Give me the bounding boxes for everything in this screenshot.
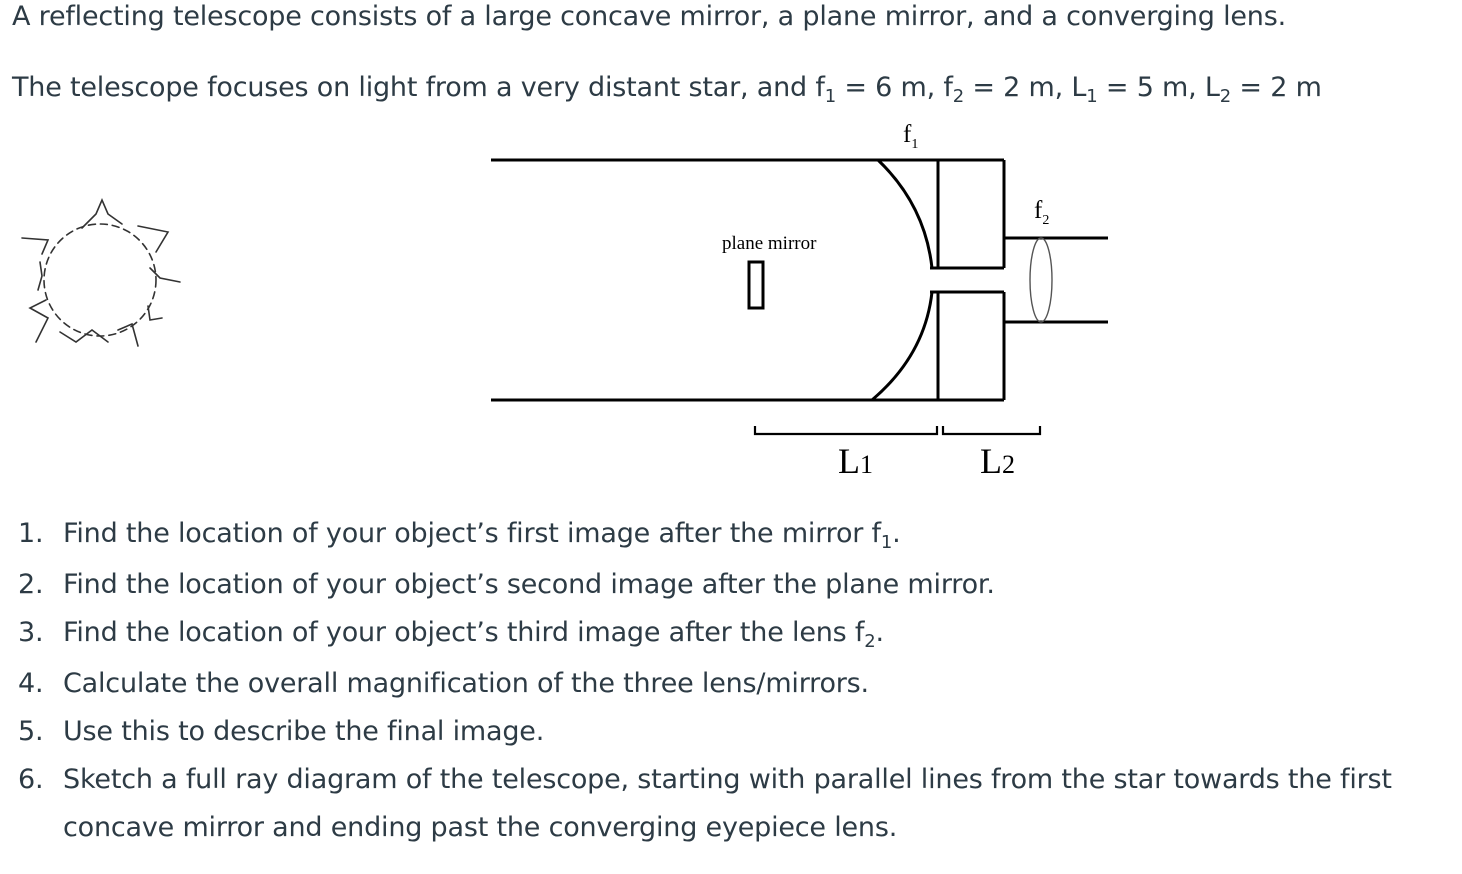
L1-value: = 5 m, [1097,72,1205,103]
task-text: Sketch a full ray diagram of the telescope, starting with parallel lines from the star towards the first concave mirror and ending past the converging eyepiece lens. [63,764,1392,843]
f2-symbol: f [943,72,953,103]
task-text: Find the location of your object’s third image after the lens f [63,617,865,648]
L1-subscript: 1 [1086,86,1098,107]
task-suffix: . [875,617,884,648]
task-list [18,510,1453,852]
task-number: 2. [18,569,44,600]
star-ray-bottom [60,330,108,342]
f1-subscript: 1 [824,86,836,107]
task-number: 3. [18,617,44,648]
L2-value: = 2 m [1231,72,1322,103]
intro-text: A reflecting telescope consists of a large concave mirror, a plane mirror, and a converging lens. [12,1,1286,32]
task-number: 1. [18,518,44,549]
task-item [18,561,1453,609]
telescope-diagram [0,112,1462,492]
eyepiece-lens [1030,238,1052,322]
f2-subscript: 2 [952,86,964,107]
given-lead: The telescope focuses on light from a very distant star, and [12,72,816,103]
task-item [18,609,1453,660]
f1-symbol: f [815,72,825,103]
distance-brackets [755,426,1040,434]
star-ray-left-top [22,238,48,254]
task-number: 4. [18,668,44,699]
task-item [18,510,1453,561]
star-ray-left-bottom [30,300,48,342]
star-ray-bottom-right [118,324,138,346]
concave-mirror-lower [872,292,932,400]
star-ray-left [38,262,42,290]
task-text: Use this to describe the final image. [63,716,545,747]
concave-mirror-upper [878,160,932,268]
task-item [18,660,1453,708]
task-suffix: . [892,518,901,549]
star-ray-right-bottom [148,306,162,320]
task-text: Find the location of your object’s second image after the plane mirror. [63,569,995,600]
L1-symbol: L [1071,72,1087,103]
task-text: Find the location of your object’s first image after the mirror f [63,518,881,549]
task-item [18,756,1453,852]
telescope-body [491,160,1108,400]
task-subscript: 1 [880,532,893,553]
task-number: 6. [18,764,44,795]
f1-value: = 6 m, [835,72,944,103]
f1-label: $f_1$ [903,121,919,152]
task-text: Calculate the overall magnification of the three lens/mirrors. [63,668,869,699]
task-item [18,708,1453,756]
f2-label: $f_2$ [1034,197,1050,228]
L1-label: L1 [838,441,873,481]
star-outline [44,224,156,336]
f2-value: = 2 m, [963,72,1072,103]
L2-subscript: 2 [1219,86,1232,107]
plane-mirror-label: plane mirror [722,233,817,254]
given-values-text [12,72,1322,107]
star-sketch [22,200,180,346]
plane-mirror [749,262,763,308]
task-subscript: 2 [864,631,876,652]
L2-bracket [943,426,1040,434]
L2-label: L2 [980,441,1015,481]
L1-bracket [755,426,937,434]
star-ray-right-top [138,226,168,252]
L2-symbol: L [1204,72,1220,103]
task-number: 5. [18,716,44,747]
